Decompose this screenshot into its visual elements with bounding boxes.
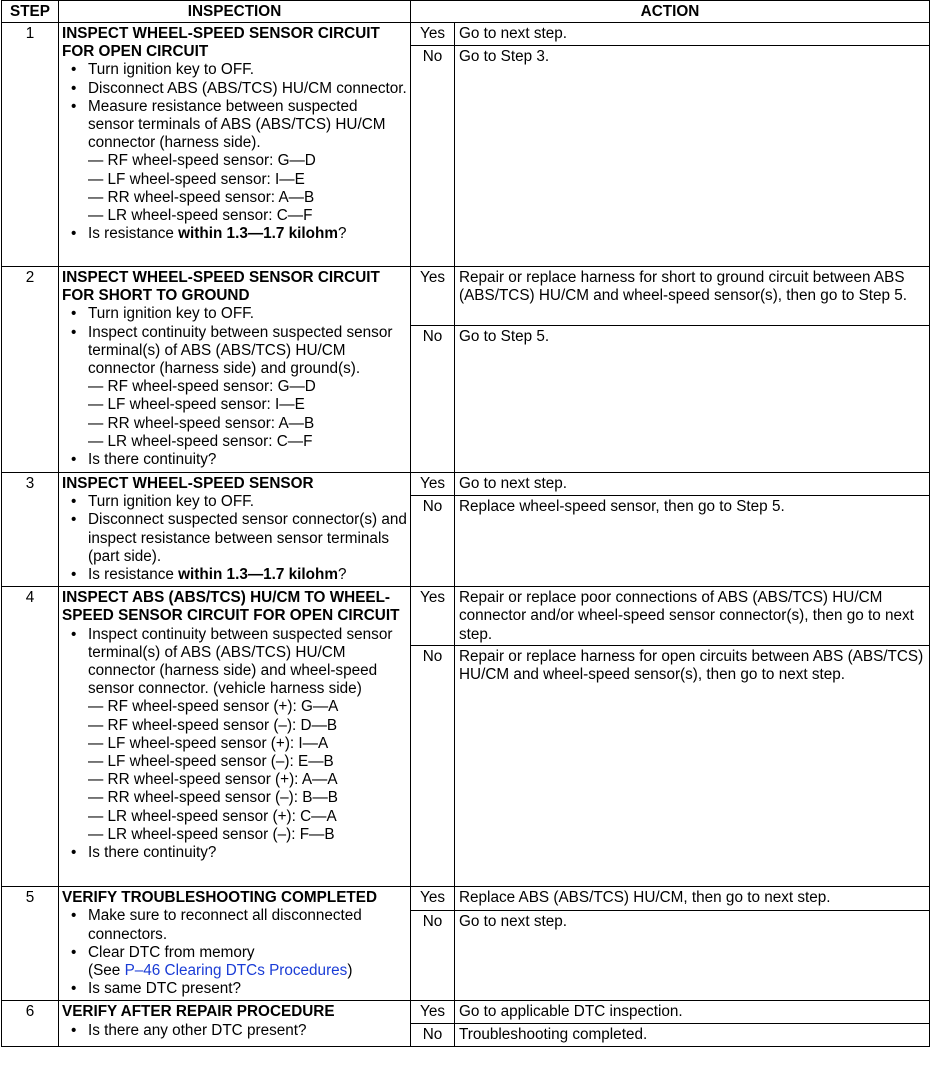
- question-item: [62, 225, 407, 243]
- bullet-item: • Turn ignition key to OFF.: [62, 305, 407, 323]
- dash-item: — LF wheel-speed sensor (–): E—B: [88, 753, 334, 771]
- clearing-dtc-link[interactable]: P–46 Clearing DTCs Procedures: [124, 962, 348, 980]
- inspection-cell: [59, 267, 411, 473]
- bullet-text: Clear DTC from memory: [88, 943, 255, 961]
- see-prefix: (See: [88, 962, 125, 980]
- inspection-title: INSPECT ABS (ABS/TCS) HU/CM TO WHEEL-SPEED SENSOR CIRCUIT FOR OPEN CIRCUIT: [62, 589, 400, 625]
- no-action: Troubleshooting completed.: [455, 1024, 930, 1047]
- bullet-item: • Measure resistance between suspected sensor terminals of ABS (ABS/TCS) HU/CM connector (harness side).: [62, 98, 407, 153]
- table-row-step-1: [2, 23, 930, 46]
- bullet-item: • Inspect continuity between suspected sensor terminal(s) of ABS (ABS/TCS) HU/CM connector (harness side) and ground(s).: [62, 324, 407, 379]
- inspection-cell: [59, 887, 411, 1001]
- question-item: [62, 566, 407, 584]
- dash-item: — LR wheel-speed sensor (–): F—B: [88, 825, 335, 843]
- bullet-item: • Make sure to reconnect all disconnected connectors.: [62, 907, 407, 943]
- step-number: 4: [2, 587, 59, 887]
- yes-label: Yes: [411, 23, 455, 46]
- dash-item: — RF wheel-speed sensor (+): G—A: [88, 698, 339, 716]
- table-row-step-2: [2, 267, 930, 326]
- no-action: Replace wheel-speed sensor, then go to Step 5.: [455, 496, 930, 587]
- bullet-item: • Turn ignition key to OFF.: [62, 493, 407, 511]
- yes-action: Go to applicable DTC inspection.: [455, 1001, 930, 1024]
- inspection-title: VERIFY TROUBLESHOOTING COMPLETED: [62, 889, 378, 907]
- bullet-item: • Disconnect suspected sensor connector(s) and inspect resistance between sensor terminals (part side).: [62, 511, 407, 566]
- step-number: 1: [2, 23, 59, 267]
- inspection-list: [62, 305, 407, 469]
- dash-item: — LF wheel-speed sensor (+): I—A: [88, 734, 329, 752]
- question-item: • Is there continuity?: [62, 451, 407, 469]
- inspection-list: [62, 493, 407, 584]
- table-row-step-3: [2, 473, 930, 496]
- step-number: 2: [2, 267, 59, 473]
- inspection-list: [62, 1022, 407, 1040]
- step-number: 6: [2, 1001, 59, 1047]
- no-action: Go to next step.: [455, 910, 930, 1001]
- inspection-title: INSPECT WHEEL-SPEED SENSOR CIRCUIT FOR OPEN CIRCUIT: [62, 25, 380, 61]
- bullet-item: • Disconnect ABS (ABS/TCS) HU/CM connector.: [62, 80, 407, 98]
- header-inspection: INSPECTION: [59, 1, 411, 23]
- header-action: ACTION: [411, 1, 930, 23]
- dash-item: — RR wheel-speed sensor: A—B: [88, 414, 315, 432]
- see-suffix: ): [347, 962, 353, 980]
- yes-label: Yes: [411, 1001, 455, 1024]
- yes-label: Yes: [411, 587, 455, 646]
- inspection-cell: [59, 23, 411, 267]
- yes-label: Yes: [411, 887, 455, 910]
- inspection-cell: [59, 473, 411, 587]
- dash-item: — RR wheel-speed sensor (+): A—A: [88, 771, 338, 789]
- inspection-cell: [59, 1001, 411, 1047]
- no-label: No: [411, 326, 455, 473]
- dash-item: — RF wheel-speed sensor (–): D—B: [88, 716, 338, 734]
- dash-item: — LF wheel-speed sensor: I—E: [88, 396, 305, 414]
- no-label: No: [411, 1024, 455, 1047]
- inspection-list: [62, 626, 407, 863]
- dash-item: — LR wheel-speed sensor: C—F: [88, 432, 313, 450]
- inspection-list: [62, 907, 407, 998]
- question-text: Is resistance: [88, 225, 179, 243]
- yes-action: Repair or replace harness for short to ground circuit between ABS (ABS/TCS) HU/CM and wheel-speed sensor(s), then go to Step 5.: [455, 267, 930, 326]
- question-spec: within 1.3—1.7 kilohm: [178, 566, 338, 584]
- step-number: 3: [2, 473, 59, 587]
- dash-item: — LR wheel-speed sensor: C—F: [88, 207, 313, 225]
- dash-item: — RF wheel-speed sensor: G—D: [88, 378, 316, 396]
- no-action: Go to Step 5.: [455, 326, 930, 473]
- table-row-step-6: [2, 1001, 930, 1024]
- inspection-cell: [59, 587, 411, 887]
- question-mark: ?: [337, 225, 347, 243]
- troubleshooting-table: [1, 0, 930, 1047]
- inspection-title: VERIFY AFTER REPAIR PROCEDURE: [62, 1003, 335, 1021]
- yes-action: Go to next step.: [455, 23, 930, 46]
- inspection-title: INSPECT WHEEL-SPEED SENSOR CIRCUIT FOR SHORT TO GROUND: [62, 269, 380, 305]
- yes-action: Replace ABS (ABS/TCS) HU/CM, then go to next step.: [455, 887, 930, 910]
- table-row-step-4: [2, 587, 930, 646]
- no-action: Repair or replace harness for open circuits between ABS (ABS/TCS) HU/CM and wheel-speed sensor(s), then go to next step.: [455, 646, 930, 887]
- no-action: Go to Step 3.: [455, 46, 930, 267]
- no-label: No: [411, 646, 455, 887]
- yes-label: Yes: [411, 267, 455, 326]
- yes-action: Repair or replace poor connections of ABS (ABS/TCS) HU/CM connector and/or wheel-speed sensor connector(s), then go to next step.: [455, 587, 930, 646]
- dash-item: — RF wheel-speed sensor: G—D: [88, 152, 316, 170]
- dash-item: — LF wheel-speed sensor: I—E: [88, 170, 305, 188]
- dash-item: — RR wheel-speed sensor (–): B—B: [88, 789, 338, 807]
- question-item: • Is there any other DTC present?: [62, 1022, 407, 1040]
- bullet-item: • Inspect continuity between suspected sensor terminal(s) of ABS (ABS/TCS) HU/CM connector (harness side) and wheel-speed sensor connector. (vehicle harness side): [62, 626, 407, 699]
- header-row: [2, 1, 930, 23]
- yes-action: Go to next step.: [455, 473, 930, 496]
- inspection-list: [62, 61, 407, 243]
- question-mark: ?: [337, 566, 347, 584]
- no-label: No: [411, 910, 455, 1001]
- step-number: 5: [2, 887, 59, 1001]
- header-step: STEP: [2, 1, 59, 23]
- table-row-step-5: [2, 887, 930, 910]
- no-label: No: [411, 496, 455, 587]
- question-spec: within 1.3—1.7 kilohm: [178, 225, 338, 243]
- bullet-item: • Turn ignition key to OFF.: [62, 61, 407, 79]
- dash-item: — RR wheel-speed sensor: A—B: [88, 188, 315, 206]
- dash-item: — LR wheel-speed sensor (+): C—A: [88, 807, 337, 825]
- yes-label: Yes: [411, 473, 455, 496]
- no-label: No: [411, 46, 455, 267]
- bullet-item: [62, 944, 407, 980]
- question-text: Is resistance: [88, 566, 179, 584]
- question-item: • Is there continuity?: [62, 844, 407, 862]
- inspection-title: INSPECT WHEEL-SPEED SENSOR: [62, 475, 314, 492]
- question-item: • Is same DTC present?: [62, 980, 407, 998]
